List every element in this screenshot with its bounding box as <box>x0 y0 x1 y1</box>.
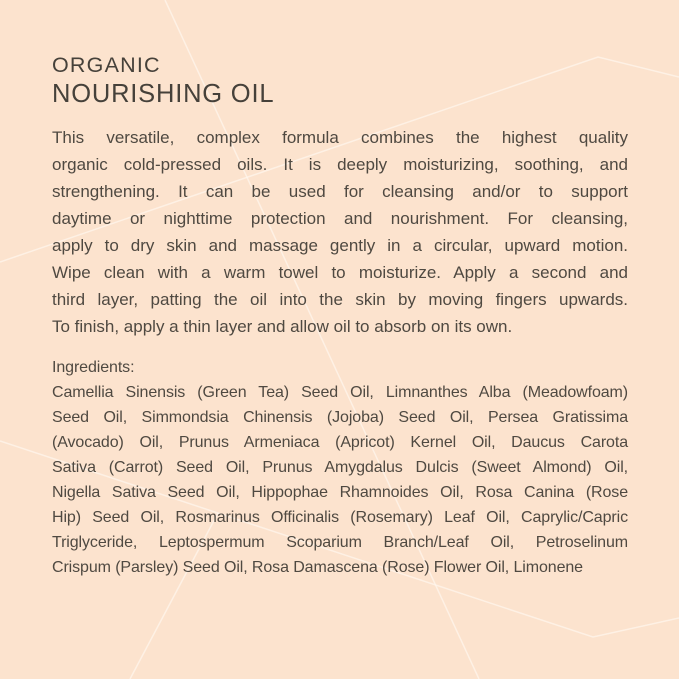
text-line: Nigella Sativa Seed Oil, Hippophae Rhamnoides Oil, Rosa Canina (Rose <box>52 484 628 501</box>
text-line: This versatile, complex formula combines the highest quality <box>52 128 628 147</box>
text-line: Sativa (Carrot) Seed Oil, Prunus Amygdalus Dulcis (Sweet Almond) Oil, <box>52 459 628 476</box>
product-description <box>52 124 628 340</box>
text-line: organic cold-pressed oils. It is deeply moisturizing, soothing, and <box>52 155 628 174</box>
text-line: Camellia Sinensis (Green Tea) Seed Oil, Limnanthes Alba (Meadowfoam) <box>52 384 628 401</box>
text-line: Crispum (Parsley) Seed Oil, Rosa Damascena (Rose) Flower Oil, Limonene <box>52 559 583 576</box>
text-line: To finish, apply a thin layer and allow oil to absorb on its own. <box>52 317 513 336</box>
product-eyebrow: ORGANIC <box>52 53 161 77</box>
ingredients-section <box>52 355 628 580</box>
product-title: NOURISHING OIL <box>52 80 275 108</box>
text-line: Hip) Seed Oil, Rosmarinus Officinalis (Rosemary) Leaf Oil, Caprylic/Capric <box>52 509 628 526</box>
text-line: daytime or nighttime protection and nourishment. For cleansing, <box>52 209 628 228</box>
text-line: Triglyceride, Leptospermum Scoparium Branch/Leaf Oil, Petroselinum <box>52 534 628 551</box>
text-line: strengthening. It can be used for cleansing and/or to support <box>52 182 628 201</box>
text-line: apply to dry skin and massage gently in a circular, upward motion. <box>52 236 628 255</box>
ingredients-heading: Ingredients: <box>52 359 135 376</box>
text-line: Wipe clean with a warm towel to moisturize. Apply a second and <box>52 263 628 282</box>
ingredients-list <box>52 380 628 580</box>
text-line: (Avocado) Oil, Prunus Armeniaca (Apricot) Kernel Oil, Daucus Carota <box>52 434 628 451</box>
text-line: third layer, patting the oil into the skin by moving fingers upwards. <box>52 290 628 309</box>
text-line: Seed Oil, Simmondsia Chinensis (Jojoba) Seed Oil, Persea Gratissima <box>52 409 628 426</box>
